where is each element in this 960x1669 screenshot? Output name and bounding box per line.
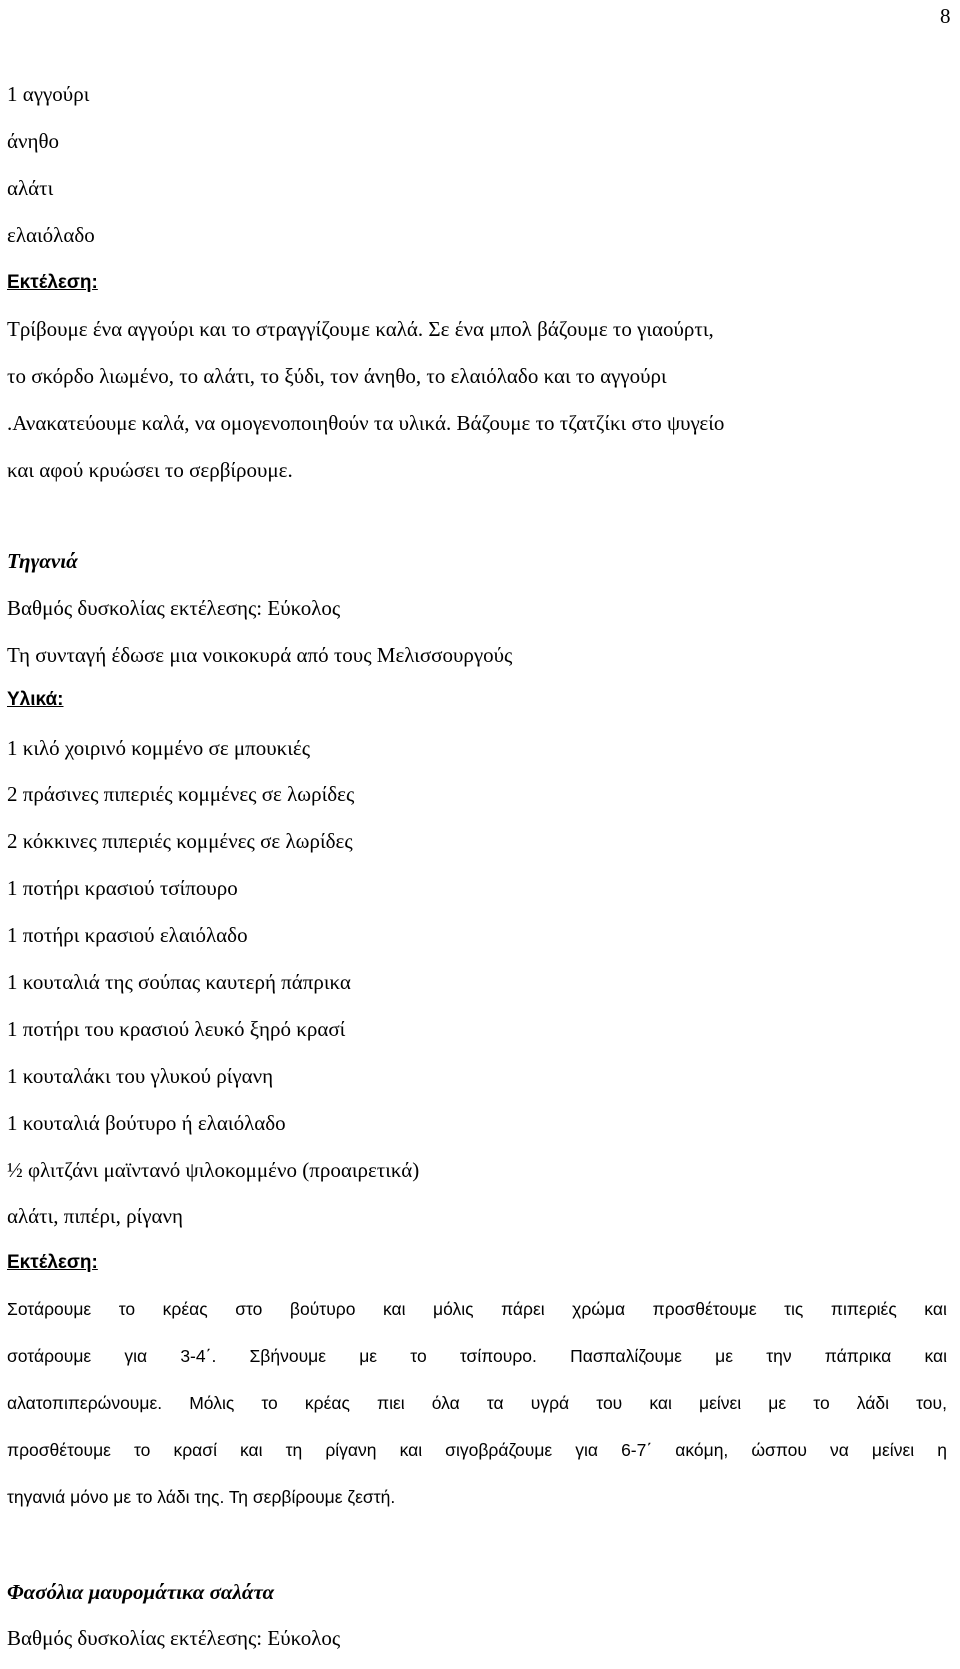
method-line <box>7 1301 947 1319</box>
method-word: για <box>124 1346 148 1366</box>
method-word: 6-7΄ <box>621 1440 653 1460</box>
ingredient-line: 1 ποτήρι του κρασιού λευκό ξηρό κρασί <box>7 1017 346 1041</box>
ingredient-line: 1 κιλό χοιρινό κομμένο σε μπουκιές <box>7 736 311 760</box>
method-word: και <box>382 1299 406 1319</box>
method-word: Μόλις <box>189 1393 235 1413</box>
ingredient-line: 1 κουταλιά της σούπας καυτερή πάπρικα <box>7 970 351 994</box>
difficulty-line: Βαθμός δυσκολίας εκτέλεσης: Εύκολος <box>7 596 341 620</box>
method-word: πάρει <box>501 1299 545 1319</box>
method-word: Πασπαλίζουμε <box>570 1346 682 1366</box>
method-word: μείνει <box>698 1393 742 1413</box>
page-number: 8 <box>940 4 951 28</box>
method-word: στο <box>235 1299 263 1319</box>
method-word: σοτάρουμε <box>7 1346 92 1366</box>
ingredient-line: 1 ποτήρι κρασιού τσίπουρο <box>7 876 238 900</box>
method-word: κρασί <box>173 1440 217 1460</box>
method-word: υγρά <box>530 1393 570 1413</box>
method-word: πιπεριές <box>830 1299 897 1319</box>
method-word: βούτυρο <box>289 1299 356 1319</box>
ingredient-line: 1 αγγούρι <box>7 82 90 106</box>
method-line <box>7 1348 947 1366</box>
method-word: όλα <box>431 1393 460 1413</box>
method-word: με <box>768 1393 787 1413</box>
ingredient-line: ½ φλιτζάνι μαϊντανό ψιλοκομμένο (προαιρετικά) <box>7 1158 420 1182</box>
method-line: τηγανιά μόνο με το λάδι της. Τη σερβίρουμε ζεστή. <box>7 1487 396 1507</box>
method-word: και <box>924 1299 947 1319</box>
method-word: ώσπου <box>751 1440 807 1460</box>
method-word: με <box>715 1346 734 1366</box>
ingredients-heading: Υλικά: <box>7 689 64 710</box>
method-word: του, <box>916 1393 947 1413</box>
method-line: και αφού κρυώσει το σερβίρουμε. <box>7 458 293 482</box>
method-word: και <box>649 1393 672 1413</box>
method-heading: Εκτέλεση: <box>7 1252 98 1273</box>
difficulty-line: Βαθμός δυσκολίας εκτέλεσης: Εύκολος <box>7 1626 341 1650</box>
method-heading: Εκτέλεση: <box>7 272 98 293</box>
method-word: 3-4΄. <box>180 1346 217 1366</box>
method-word: και <box>240 1440 263 1460</box>
method-line: το σκόρδο λιωμένο, το αλάτι, το ξύδι, τον άνηθο, το ελαιόλαδο και το αγγούρι <box>7 364 667 388</box>
method-word: σιγοβράζουμε <box>445 1440 553 1460</box>
method-word: το <box>261 1393 278 1413</box>
ingredient-line: 2 πράσινες πιπεριές κομμένες σε λωρίδες <box>7 782 355 806</box>
method-line <box>7 1395 947 1413</box>
method-word: τα <box>486 1393 504 1413</box>
method-word: προσθέτουμε <box>7 1440 111 1460</box>
method-word: το <box>410 1346 427 1366</box>
method-line: Τρίβουμε ένα αγγούρι και το στραγγίζουμε καλά. Σε ένα μπολ βάζουμε το γιαούρτι, <box>7 317 714 341</box>
method-word: να <box>830 1440 849 1460</box>
method-word: του <box>596 1393 623 1413</box>
method-word: την <box>766 1346 792 1366</box>
ingredient-line: 2 κόκκινες πιπεριές κομμένες σε λωρίδες <box>7 829 353 853</box>
source-line: Τη συνταγή έδωσε μια νοικοκυρά από τους Μελισσουργούς <box>7 643 513 667</box>
ingredient-line: αλάτι <box>7 176 54 200</box>
method-line: .Ανακατεύουμε καλά, να ομογενοποιηθούν τα υλικά. Βάζουμε το τζατζίκι στο ψυγείο <box>7 411 725 435</box>
recipe-title: Φασόλια μαυρομάτικα σαλάτα <box>7 1580 275 1604</box>
ingredient-line: άνηθο <box>7 129 60 153</box>
method-word: τσίπουρο. <box>459 1346 537 1366</box>
ingredient-line: αλάτι, πιπέρι, ρίγανη <box>7 1204 183 1228</box>
method-word: μείνει <box>871 1440 915 1460</box>
method-word: η <box>937 1440 947 1460</box>
ingredient-line: ελαιόλαδο <box>7 223 95 247</box>
method-word: με <box>359 1346 378 1366</box>
recipe-title: Τηγανιά <box>7 549 78 573</box>
method-word: χρώμα <box>572 1299 626 1319</box>
method-word: Σοτάρουμε <box>7 1299 92 1319</box>
ingredient-line: 1 ποτήρι κρασιού ελαιόλαδο <box>7 923 248 947</box>
method-word: αλατοπιπερώνουμε. <box>7 1393 163 1413</box>
method-word: τις <box>784 1299 804 1319</box>
method-word: ρίγανη <box>325 1440 377 1460</box>
method-word: το <box>134 1440 151 1460</box>
method-word: το <box>813 1393 830 1413</box>
method-word: κρέας <box>304 1393 350 1413</box>
ingredient-line: 1 κουταλιά βούτυρο ή ελαιόλαδο <box>7 1111 286 1135</box>
method-word: λάδι <box>856 1393 890 1413</box>
method-word: κρέας <box>162 1299 208 1319</box>
method-word: πάπρικα <box>824 1346 892 1366</box>
method-word: Σβήνουμε <box>249 1346 327 1366</box>
method-word: μόλις <box>433 1299 474 1319</box>
method-word: και <box>924 1346 947 1366</box>
method-word: και <box>399 1440 423 1460</box>
method-word: τη <box>285 1440 303 1460</box>
ingredient-line: 1 κουταλάκι του γλυκού ρίγανη <box>7 1064 274 1088</box>
method-word: πιει <box>377 1393 405 1413</box>
method-word: για <box>575 1440 599 1460</box>
method-word: ακόμη, <box>675 1440 729 1460</box>
method-line <box>7 1442 947 1460</box>
method-word: το <box>118 1299 136 1319</box>
method-word: προσθέτουμε <box>652 1299 757 1319</box>
